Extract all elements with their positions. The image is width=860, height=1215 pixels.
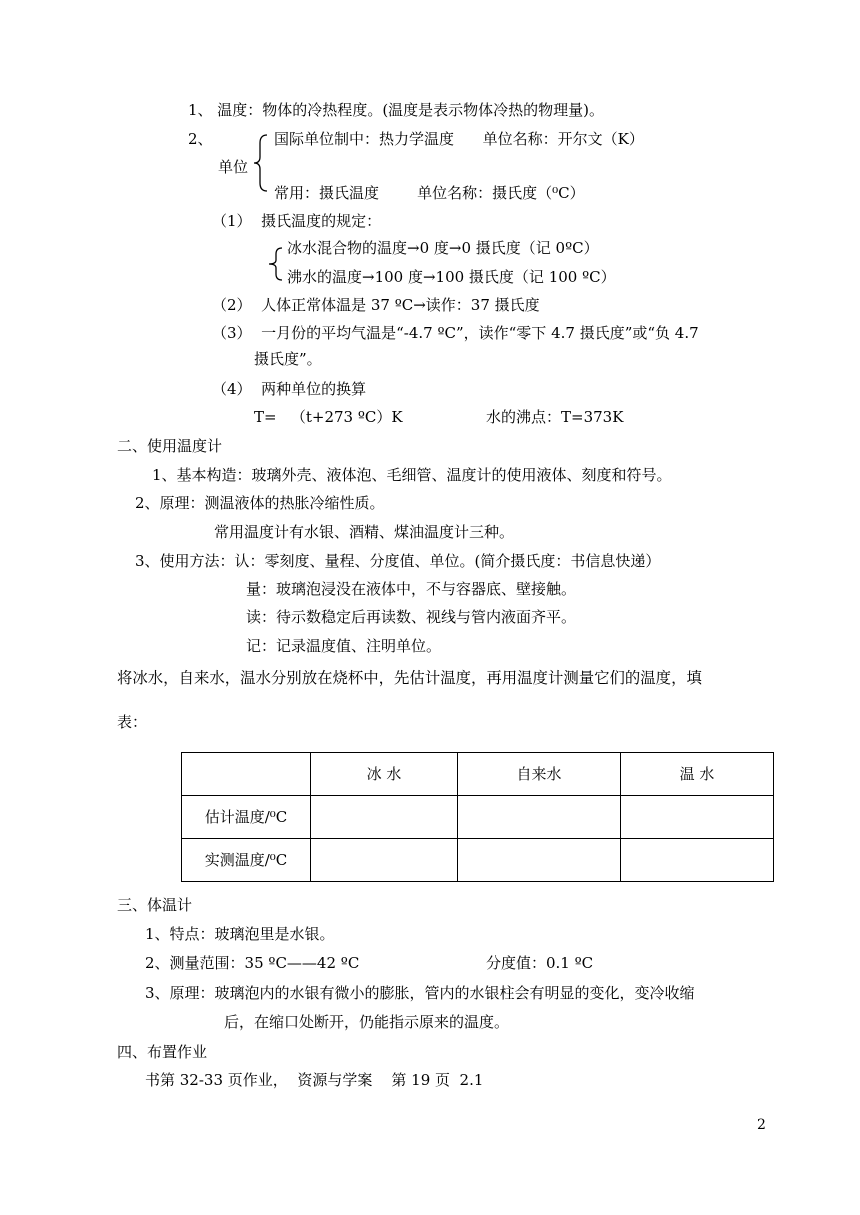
sub-2: （2） 人体正常体温是 37 ºC→读作：37 摄氏度 <box>212 296 540 314</box>
table-cell <box>311 839 458 882</box>
homework-line: 书第 32-33 页作业， 资源与学案 第 19 页 2.1 <box>145 1071 484 1089</box>
sub-1a: 冰水混合物的温度→0 度→0 摄氏度（记 0ºC） <box>287 239 599 257</box>
table-cell <box>621 796 774 839</box>
table-cell <box>458 839 621 882</box>
sub-4: （4） 两种单位的换算 <box>212 380 367 398</box>
para-2b: 常用温度计有水银、酒精、煤油温度计三种。 <box>214 523 515 541</box>
heading-3: 三、体温计 <box>117 896 193 914</box>
table-header-cell <box>182 753 311 796</box>
instruction-1: 将冰水，自来水，温水分别放在烧杯中，先估计温度，再用温度计测量它们的温度，填 <box>117 669 702 687</box>
para-2: 2、原理：测温液体的热胀冷缩性质。 <box>135 494 385 512</box>
heading-4: 四、布置作业 <box>117 1043 208 1061</box>
unit-brace <box>252 133 270 193</box>
celsius-brace <box>266 246 284 282</box>
temperature-table <box>181 752 774 882</box>
table-header-cell: 温 水 <box>621 753 774 796</box>
instruction-2: 表： <box>117 713 148 731</box>
sub-4-formula: T= （t+273 ºC）K <box>254 408 403 426</box>
para-3d: 记：记录温度值、注明单位。 <box>246 637 442 655</box>
sub-4-boiling: 水的沸点：T=373K <box>486 408 624 426</box>
line-2-number: 2、 <box>188 130 213 148</box>
line-2-unit-label: 单位 <box>218 158 249 176</box>
table-cell <box>311 796 458 839</box>
page-number: 2 <box>757 1117 766 1133</box>
para-1: 1、基本构造：玻璃外壳、液体泡、毛细管、温度计的使用液体、刻度和符号。 <box>152 466 672 484</box>
sub-1b: 沸水的温度→100 度→100 摄氏度（记 100 ºC） <box>287 268 616 286</box>
table-row <box>182 839 774 882</box>
para-3b: 量：玻璃泡浸没在液体中，不与容器底、壁接触。 <box>246 580 577 598</box>
table-header-cell: 自来水 <box>458 753 621 796</box>
sub-3: （3） 一月份的平均气温是“-4.7 ºC”，读作“零下 4.7 摄氏度”或“负 4.7 <box>212 324 699 342</box>
row-label: 估计温度/⁰C <box>182 796 311 839</box>
table-row <box>182 796 774 839</box>
table-header-row <box>182 753 774 796</box>
table-cell <box>621 839 774 882</box>
sub-1: （1） 摄氏温度的规定： <box>212 212 382 230</box>
table-cell <box>458 796 621 839</box>
row-label: 实测温度/⁰C <box>182 839 311 882</box>
item-3: 3、原理：玻璃泡内的水银有微小的膨胀，管内的水银柱会有明显的变化，变冷收缩 <box>145 984 695 1002</box>
line-1: 1、 温度：物体的冷热程度。(温度是表示物体冷热的物理量)。 <box>188 101 605 119</box>
para-3c: 读：待示数稳定后再读数、视线与管内液面齐平。 <box>246 608 577 626</box>
item-2b: 分度值：0.1 ºC <box>486 954 594 972</box>
item-2: 2、测量范围：35 ºC——42 ºC <box>145 954 360 972</box>
item-3b: 后，在缩口处断开，仍能指示原来的温度。 <box>224 1013 510 1031</box>
heading-2: 二、使用温度计 <box>117 437 223 455</box>
table-header-cell: 冰 水 <box>311 753 458 796</box>
line-2a: 国际单位制中：热力学温度 单位名称：开尔文（K） <box>274 130 644 148</box>
para-3: 3、使用方法：认：零刻度、量程、分度值、单位。(简介摄氏度：书信息快递） <box>135 552 661 570</box>
item-1: 1、特点：玻璃泡里是水银。 <box>145 925 335 943</box>
line-2b: 常用：摄氏温度 单位名称：摄氏度（⁰C） <box>274 184 585 202</box>
sub-3b: 摄氏度”。 <box>254 350 322 368</box>
